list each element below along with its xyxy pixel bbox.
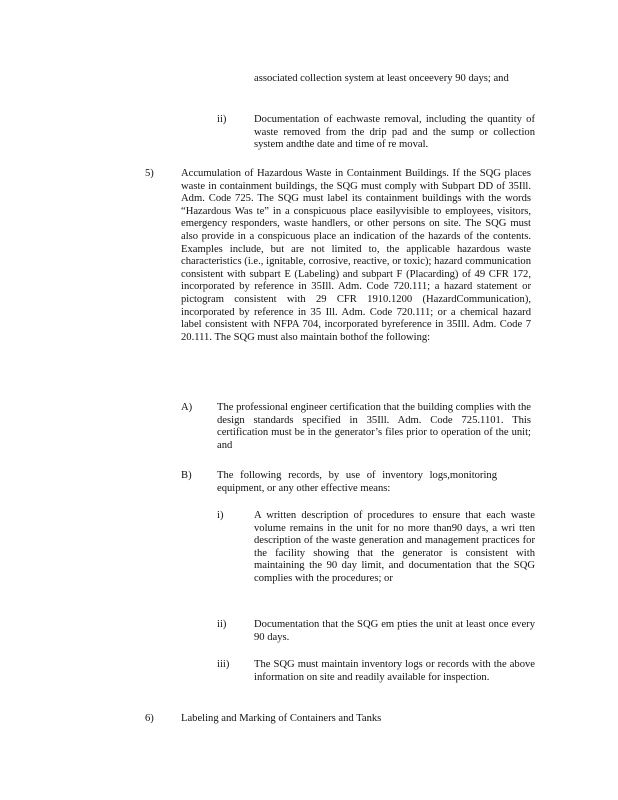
continued-paragraph: associated collection system at least onceevery 90 days; and [254, 73, 509, 84]
item-label-B-i: i) [217, 510, 224, 521]
item-label-B: B) [181, 470, 192, 481]
item-B-i-text: A written description of procedures to ensure that each waste volume remains in the unit for no more than90 days, a wri tten description of the waste generation and management practices for the facility showing that the generator is consistent with maintaining the 90 day limit, and documentation that the SQG complies with the procedures; or [254, 510, 535, 584]
item-label-B-iii: iii) [217, 659, 230, 670]
item-label-A: A) [181, 402, 193, 413]
item-B-text: The following records, by use of inventory logs,monitoring equipment, or any other effective means: [217, 470, 497, 494]
item-label-6: 6) [145, 713, 154, 724]
item-ii-text: Documentation of eachwaste removal, including the quantity of waste removed from the drip pad and the sump or collection system andthe date and time of re moval. [254, 114, 535, 151]
item-B-ii-text: Documentation that the SQG em pties the unit at least once every 90 days. [254, 619, 535, 643]
item-B-iii-text: The SQG must maintain inventory logs or records with the above information on site and readily available for inspection. [254, 659, 535, 683]
item-6-heading: Labeling and Marking of Containers and Tanks [181, 713, 382, 724]
item-5-text: Accumulation of Hazardous Waste in Containment Buildings. If the SQG places waste in containment buildings, the SQG must comply with Subpart DD of 35Ill. Adm. Code 725. The SQG must label its containment buildings with the words “Hazardous Was te” in a conspicuous place easilyvisible to employees, visitors, emergency responders, waste handlers, or other persons on site. The SQG must also provide in a conspicuous place an indication of the hazards of the contents. Examples include, but are not limited to, the applicable hazardous waste characteristics (i.e., ignitable, corrosive, reactive, or toxic); hazard communication consistent with subpart E (Labeling) and subpart F (Placarding) of 49 CFR 172, incorporated by reference in 35Ill. Adm. Code 720.111; a hazard statement or pictogram consistent with 29 CFR 1910.1200 (HazardCommunication), incorporated by reference in 35 Ill. Adm. Code 720.111; or a chemical hazard label consistent with NFPA 704, incorporated byreference in 35Ill. Adm. Code 7 20.111. The SQG must also maintain bothof the following: [181, 168, 531, 343]
item-A-text: The professional engineer certification that the building complies with the design standards specified in 35Ill. Adm. Code 725.1101. This certification must be in the generator’s files prior to operation of the unit; and [217, 402, 531, 451]
item-label-5: 5) [145, 168, 154, 179]
item-label-ii: ii) [217, 114, 227, 125]
item-label-B-ii: ii) [217, 619, 227, 630]
